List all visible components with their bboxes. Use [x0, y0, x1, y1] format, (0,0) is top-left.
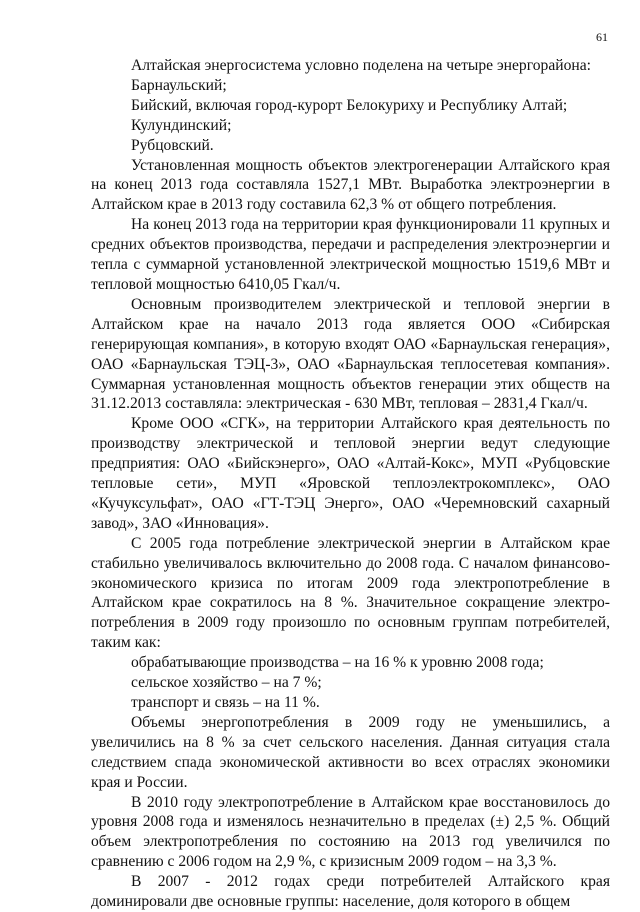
paragraph: Алтайская энергосистема условно поделена на четыре энергорайона: [131, 57, 591, 74]
list-item: Кулундинский; [131, 116, 232, 134]
list-item: Рубцовский. [131, 136, 214, 154]
list [91, 653, 610, 713]
list-item: Бийский, включая город-курорт Белокуриху и Республику Алтай; [131, 96, 568, 114]
body-text [91, 56, 610, 912]
list-item: транспорт и связь – на 11 %. [131, 694, 320, 711]
paragraph: Объемы энергопотребления в 2009 году не уменьшились, а увеличились на 8 % за счет сельского населения. Данная ситуация стала следствием спада экономической активности во всех отраслях экономики края и России. [91, 713, 610, 791]
list-item: обрабатывающие производства – на 16 % к уровню 2008 года; [131, 654, 544, 672]
page-number: 61 [596, 30, 608, 44]
paragraph: Кроме ООО «СГК», на территории Алтайского края деятельность по производству электрической и тепловой энергии ведут следующие предприятия: ОАО «Бийскэнерго», ОАО «Алтай-Кокс», МУП «Рубцовские тепловые сети», МУП «Яровской теплоэлектрокомплекс», ОАО «Кучуксульфат», ОАО «ГТ-ТЭЦ Энерго», ОАО «Черемновский сахарный завод», ЗАО «Инновация». [91, 415, 610, 532]
list-item: сельское хозяйство – на 7 %; [131, 674, 322, 692]
paragraph: В 2007 - 2012 годах среди потребителей Алтайского края доминировали две основные группы: население, доля которого в общем [91, 873, 610, 911]
list-item: Барнаульский; [131, 76, 227, 94]
paragraph: С 2005 года потребление электрической энергии в Алтайском крае стабильно увеличивалось включительно до 2008 года. С началом финансово-экономического кризиса по итогам 2009 года электропотребление в Алтайском крае сократилось на 8 %. Значительное сокращение электро-потребления в 2009 году произошло по основным группам потребителей, таким как: [91, 534, 610, 652]
paragraph: На конец 2013 года на территории края функционировали 11 крупных и средних объектов производства, передачи и распределения электроэнергии и тепла с суммарной установленной электрической мощностью 1519,6 МВт и тепловой мощностью 6410,05 Гкал/ч. [91, 216, 610, 293]
list [91, 76, 610, 156]
paragraph: В 2010 году электропотребление в Алтайском крае восстановилось до уровня 2008 года и изменялось незначительно в пределах (±) 2,5 %. Общий объем электропотребления по состоянию на 2013 год увеличился по сравнению с 2006 годом на 2,9 %, с кризисным 2009 годом – на 3,3 %. [91, 793, 610, 871]
paragraph: Основным производителем электрической и тепловой энергии в Алтайском крае на начало 2013 года является ООО «Сибирская генерирующая компания», в которую входят ОАО «Барнаульская генерация», ОАО «Барнаульская ТЭЦ-3», ОАО «Барнаульская теплосетевая компания». Суммарная установленная мощность объектов генерации этих обществ на 31.12.2013 составляла: электрическая - 630 МВт, тепловая – 2831,4 Гкал/ч. [91, 295, 610, 413]
paragraph: Установленная мощность объектов электрогенерации Алтайского края на конец 2013 года составляла 1527,1 МВт. Выработка электроэнергии в Алтайском крае в 2013 году составила 62,3 % от общего потребления. [91, 156, 610, 214]
